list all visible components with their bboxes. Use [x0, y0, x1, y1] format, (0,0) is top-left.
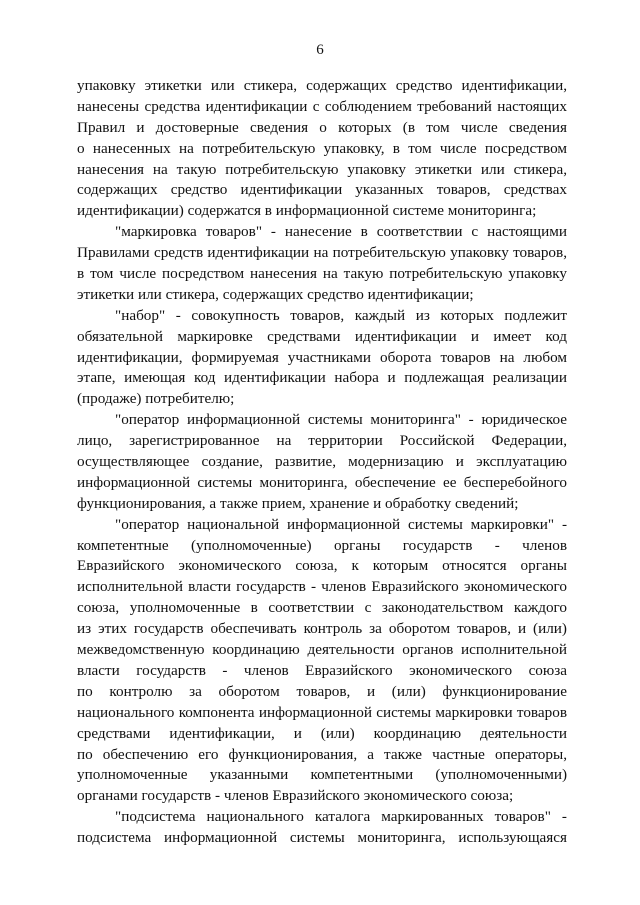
text-line: уполномоченные указанными компетентными (уполномоченными) — [77, 766, 567, 784]
text-line: Правил и достоверные сведения о которых (в том числе сведения — [77, 118, 567, 136]
text-line: идентификации) содержатся в информационной системе мониторинга; — [77, 202, 537, 220]
text-line: нанесены средства идентификации с соблюдением требований настоящих — [77, 97, 567, 115]
text-line: "набор" - совокупность товаров, каждый из которых подлежит — [115, 306, 567, 324]
text-line: национального компонента информационной системы маркировки товаров — [77, 703, 567, 721]
text-line: органами государств - членов Евразийского экономического союза; — [77, 787, 514, 805]
text-line: исполнительной власти государств - членов Евразийского экономического — [77, 578, 567, 596]
text-line: подсистема информационной системы мониторинга, использующаяся — [77, 829, 567, 847]
text-line: лицо, зарегистрированное на территории Российской Федерации, — [77, 432, 567, 450]
text-line: нанесения на такую потребительскую упаковку этикетки или стикера, — [77, 160, 567, 178]
text-line: Правилами средств идентификации на потребительскую упаковку товаров, — [77, 244, 567, 262]
text-line: по контролю за оборотом товаров, и (или) функционирование — [77, 682, 567, 700]
text-line: упаковку этикетки или стикера, содержащих средство идентификации, — [77, 77, 567, 94]
text-line: этикетки или стикера, содержащих средство идентификации; — [77, 285, 474, 303]
text-line: информационной системы мониторинга, обеспечение ее бесперебойного — [77, 473, 567, 491]
text-line: из этих государств обеспечивать контроль за оборотом товаров, и (или) — [77, 620, 567, 638]
text-line: содержащих средство идентификации указанных товаров, средствах — [77, 181, 567, 199]
text-line: компетентные (уполномоченные) органы государств - членов — [77, 536, 567, 554]
text-line: "маркировка товаров" - нанесение в соответствии с настоящими — [115, 223, 567, 241]
text-line: "оператор национальной информационной системы маркировки" - — [115, 515, 567, 533]
text-line: средствами идентификации, и (или) координацию деятельности — [77, 724, 567, 742]
text-line: обязательной маркировке средствами идентификации и имеет код — [77, 327, 567, 345]
text-line: о нанесенных на потребительскую упаковку, в том числе посредством — [77, 139, 567, 157]
text-line: "оператор информационной системы мониторинга" - юридическое — [115, 411, 567, 429]
text-line: (продаже) потребителю; — [77, 390, 235, 408]
text-line: власти государств - членов Евразийского экономического союза — [77, 661, 567, 679]
text-line: осуществляющее создание, развитие, модернизацию и эксплуатацию — [77, 453, 567, 471]
text-line: по обеспечению его функционирования, а также частные операторы, — [77, 745, 567, 763]
text-line: межведомственную координацию деятельности органов исполнительной — [77, 641, 567, 659]
text-line: Евразийского экономического союза, к которым относятся органы — [77, 557, 567, 575]
body-text — [77, 76, 567, 849]
text-line: "подсистема национального каталога маркированных товаров" - — [115, 808, 567, 826]
page-number: 6 — [316, 42, 324, 58]
text-line: функционирования, а также прием, хранение и обработку сведений; — [77, 494, 519, 512]
text-line: союза, уполномоченные в соответствии с законодательством каждого — [77, 599, 567, 617]
text-line: идентификации, формируемая участниками оборота товаров на любом — [77, 348, 567, 366]
text-line: в том числе посредством нанесения на такую потребительскую упаковку — [77, 265, 567, 283]
text-line: этапе, имеющая код идентификации набора и подлежащая реализации — [77, 369, 567, 387]
